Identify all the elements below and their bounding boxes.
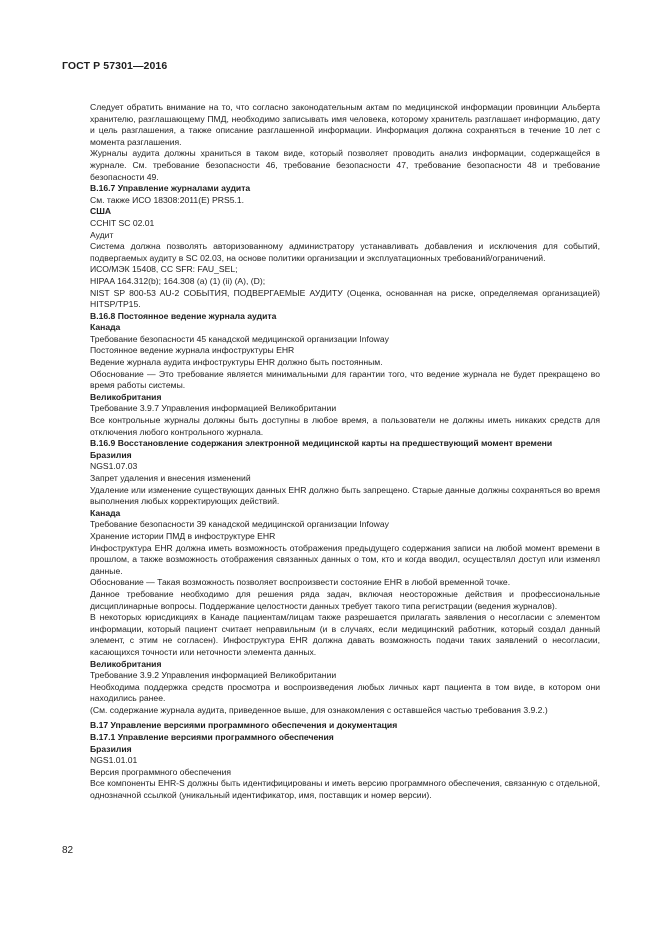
paragraph: Версия программного обеспечения	[90, 766, 232, 777]
paragraph: Обоснование — Такая возможность позволяет воспроизвести состояние EHR в любой временной точке.	[90, 577, 511, 588]
paragraph: NGS1.01.01	[90, 755, 138, 766]
paragraph: NGS1.07.03	[90, 461, 138, 472]
country-heading: Канада	[90, 507, 121, 518]
country-heading: США	[90, 206, 112, 217]
paragraph: Данное требование необходимо для решения ряда задач, включая неосторожные действия и профессиональные дисциплинарные вопросы. Поддержание целостности данных требует такого типа регистрации (ведения журналов).	[90, 588, 600, 611]
paragraph: Журналы аудита должны храниться в таком виде, который позволяет проводить анализ информации, содержащейся в журнале. См. требование безопасности 46, требование безопасности 47, требование безопасности 48 и требование безопасности 49.	[90, 148, 600, 182]
paragraph: Требование безопасности 39 канадской медицинской организации Infoway	[90, 519, 389, 530]
paragraph: См. также ИСО 18308:2011(Е) PRS5.1.	[90, 194, 245, 205]
document-body	[90, 102, 600, 802]
country-heading: Бразилия	[90, 743, 132, 754]
paragraph: CCHIT SC 02.01	[90, 217, 155, 228]
paragraph: Все компоненты EHR-S должны быть идентифицированы и иметь версию программного обеспечения, связанную с отдельной, однозначной ссылкой (уникальный идентификатор, имя, поставщик и номер версии).	[90, 778, 600, 801]
paragraph: Необходима поддержка средств просмотра и воспроизведения любых личных карт пациента в том виде, в котором они находились ранее.	[90, 681, 600, 704]
country-heading: Бразилия	[90, 449, 132, 460]
paragraph: HIPAA 164.312(b); 164.308 (a) (1) (ii) (A), (D);	[90, 275, 266, 286]
section-heading: В.16.9 Восстановление содержания электронной медицинской карты на предшествующий момент времени	[90, 438, 553, 449]
paragraph: Обоснование — Это требование является минимальными для гарантии того, что ведение журнала не будет прекращено во время работы системы.	[90, 368, 600, 391]
paragraph: ИСО/МЭК 15408, CC SFR: FAU_SEL;	[90, 264, 238, 275]
paragraph: Хранение истории ПМД в инфоструктуре EHR	[90, 530, 276, 541]
document-header: ГОСТ Р 57301—2016	[62, 60, 168, 72]
paragraph: Удаление или изменение существующих данных EHR должно быть запрещено. Старые данные должны сохраняться во время выполнения любых корректирующих действий.	[90, 484, 600, 507]
section-heading: В.16.8 Постоянное ведение журнала аудита	[90, 310, 277, 321]
paragraph: Требование 3.9.2 Управления информацией Великобритании	[90, 670, 337, 681]
country-heading: Великобритания	[90, 658, 162, 669]
page-number: 82	[62, 845, 74, 856]
section-heading: В.17.1 Управление версиями программного обеспечения	[90, 732, 334, 743]
paragraph: В некоторых юрисдикциях в Канаде пациентам/лицам также разрешается прилагать заявления о несогласии с элементом информации, который пациент считает неправильным (и в случаях, если медицинский работник, который создал данный элемент, с этим не согласен). Инфоструктура EHR должна давать возможность подачи таких заявлений о несогласии, касающихся точности или неточности элемента данных.	[90, 612, 600, 657]
paragraph: NIST SP 800-53 AU-2 СОБЫТИЯ, ПОДВЕРГАЕМЫЕ АУДИТУ (Оценка, основанная на риске, определяемая организацией) HITSP/TP15.	[90, 287, 600, 310]
section-heading: В.16.7 Управление журналами аудита	[90, 183, 251, 194]
paragraph: Требование 3.9.7 Управления информацией Великобритании	[90, 403, 337, 414]
paragraph: Аудит	[90, 229, 114, 240]
paragraph: (См. содержание журнала аудита, приведенное выше, для ознакомления с оставшейся частью требования 3.9.2.)	[90, 704, 548, 715]
paragraph: Постоянное ведение журнала инфоструктуры EHR	[90, 345, 295, 356]
paragraph: Инфоструктура EHR должна иметь возможность отображения предыдущего содержания записи на любой момент времени в прошлом, а также возможность отображения связанных данных о том, кто и когда вводил, осуществлял доступ или изменял данные.	[90, 542, 600, 576]
paragraph: Система должна позволять авторизованному администратору устанавливать добавления и исключения для событий, подвергаемых аудиту в SC 02.03, на основе политики организации и эксплуатационных требований/ограничений.	[90, 241, 600, 263]
section-heading: В.17 Управление версиями программного обеспечения и документация	[90, 720, 398, 731]
paragraph: Требование безопасности 45 канадской медицинской организации Infoway	[90, 333, 389, 344]
paragraph: Следует обратить внимание на то, что согласно законодательным актам по медицинской информации провинции Альберта хранителю, разглашающему ПМД, необходимо записывать имя человека, которому хранитель разглашает информацию, дату и цель разглашения, а также описание разглашенной информации. Информация должна сохраняться в течение 10 лет с момента разглашения.	[90, 102, 600, 147]
country-heading: Канада	[90, 322, 121, 333]
country-heading: Великобритания	[90, 391, 162, 402]
paragraph: Ведение журнала аудита инфоструктуры EHR должно быть постоянным.	[90, 357, 383, 368]
paragraph: Все контрольные журналы должны быть доступны в любое время, а пользователи не должны иметь никаких средств для отключения любого контрольного журнала.	[90, 415, 600, 437]
paragraph: Запрет удаления и внесения изменений	[90, 473, 251, 483]
